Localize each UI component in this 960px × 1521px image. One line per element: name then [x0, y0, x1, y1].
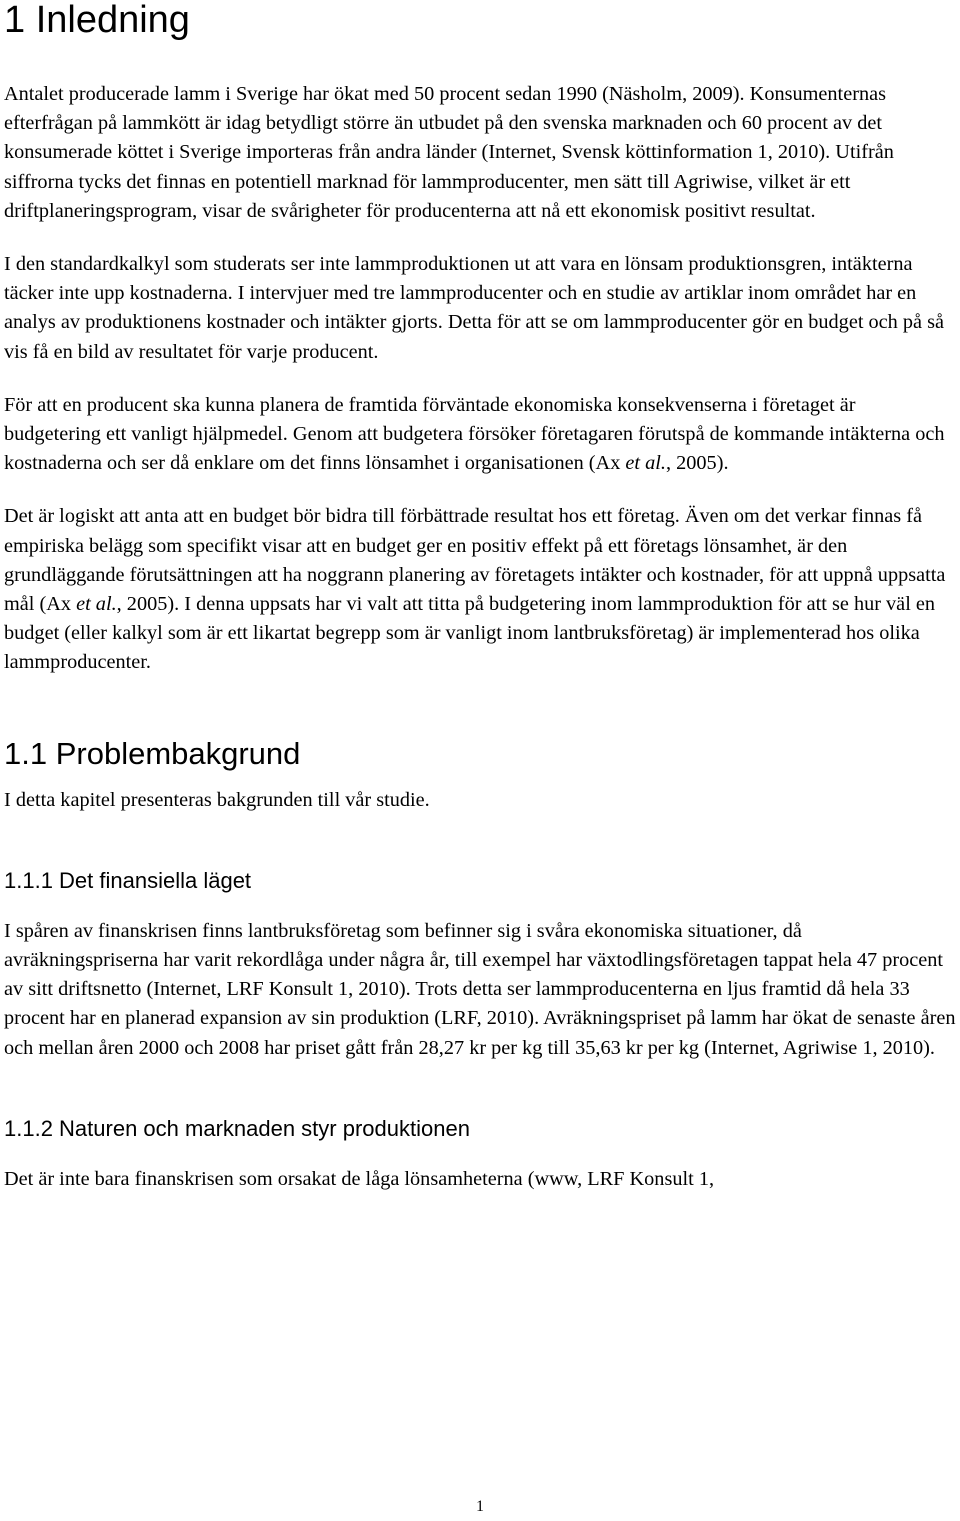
paragraph-text: Det är logiskt att anta att en budget bör bidra till förbättrade resultat hos ett företag. Även om det verkar finnas få empiriska belägg som specifikt visar att en budget ger en positiv effekt på ett företags lönsamhet, är den grundläggande förutsättningen att ha noggrann planering av företagets intäkter och kostnader, för att uppnå uppsatta mål (Ax — [4, 505, 946, 616]
intro-paragraph-4 — [4, 502, 956, 677]
citation-italic: et al. — [625, 452, 666, 475]
intro-paragraph-3 — [4, 391, 956, 479]
paragraph-text: , 2005). — [665, 452, 729, 475]
section-heading-1-1: 1.1 Problembakgrund — [4, 735, 301, 771]
citation-italic: et al. — [76, 593, 117, 616]
section-heading-1-1-1: 1.1.1 Det finansiella läget — [4, 867, 252, 893]
page-number: 1 — [476, 1498, 484, 1515]
section-1-1-1-text: I spåren av finanskrisen finns lantbruksföretag som befinner sig i svåra ekonomiska situationer, då avräkningspriserna har varit rekordlåga under några år, till exempel har växtodlingsföretagen tappat hela 47 procent av sitt driftsnetto (Internet, LRF Konsult 1, 2010). Trots detta ser lammproducenterna en ljus framtid då hela 33 procent har en planerad expansion av sin produktion (LRF, 2010). Avräkningspriset på lamm har ökat de senaste åren och mellan åren 2000 och 2008 har priset gått från 28,27 kr per kg till 35,63 kr per kg (Internet, Agriwise 1, 2010). — [4, 919, 956, 1059]
intro-paragraph-2: I den standardkalkyl som studerats ser inte lammproduktionen ut att vara en lönsam produktionsgren, intäkterna täcker inte upp kostnaderna. I intervjuer med tre lammproducenter och en studie av artiklar inom området har en analys av produktionens kostnader och intäkter gjorts. Detta för att se om lammproducenter gör en budget och på så vis få en bild av resultatet för varje producent. — [4, 253, 944, 363]
paragraph-text: , 2005). I denna uppsats har vi valt att titta på budgetering inom lammproduktion för att se hur väl en budget (eller kalkyl som är ett likartat begrepp som är vanligt inom lantbruksföretag) är implementerad hos olika lammproducenter. — [4, 593, 936, 674]
chapter-heading: 1 Inledning — [4, 0, 190, 41]
intro-paragraph-1: Antalet producerade lamm i Sverige har ökat med 50 procent sedan 1990 (Näsholm, 2009). Konsumenternas efterfrågan på lammkött är idag betydligt större än utbudet på den svenska marknaden och 60 procent av det konsumerade köttet i Sverige importeras från andra länder (Internet, Svensk köttinformation 1, 2010). Utifrån siffrorna tycks det finnas en potentiell marknad för lammproducenter, men sätt till Agriwise, vilket är ett driftplaneringsprogram, visar de svårigheter för producenterna att nå ett ekonomisk positivt resultat. — [4, 83, 894, 222]
section-1-1-2-text: Det är inte bara finanskrisen som orsakat de låga lönsamheterna (www, LRF Konsult 1, — [4, 1167, 715, 1190]
document-page — [4, 0, 956, 1194]
section-heading-1-1-2: 1.1.2 Naturen och marknaden styr produktionen — [4, 1115, 470, 1141]
section-1-1-text: I detta kapitel presenteras bakgrunden till vår studie. — [4, 788, 430, 811]
paragraph-text: För att en producent ska kunna planera de framtida förväntade ekonomiska konsekvenserna i företaget är budgetering ett vanligt hjälpmedel. Genom att budgetera försöker företagaren förutspå de kommande intäkterna och kostnaderna och ser då enklare om det finns lönsamhet i organisationen (Ax — [4, 393, 945, 475]
